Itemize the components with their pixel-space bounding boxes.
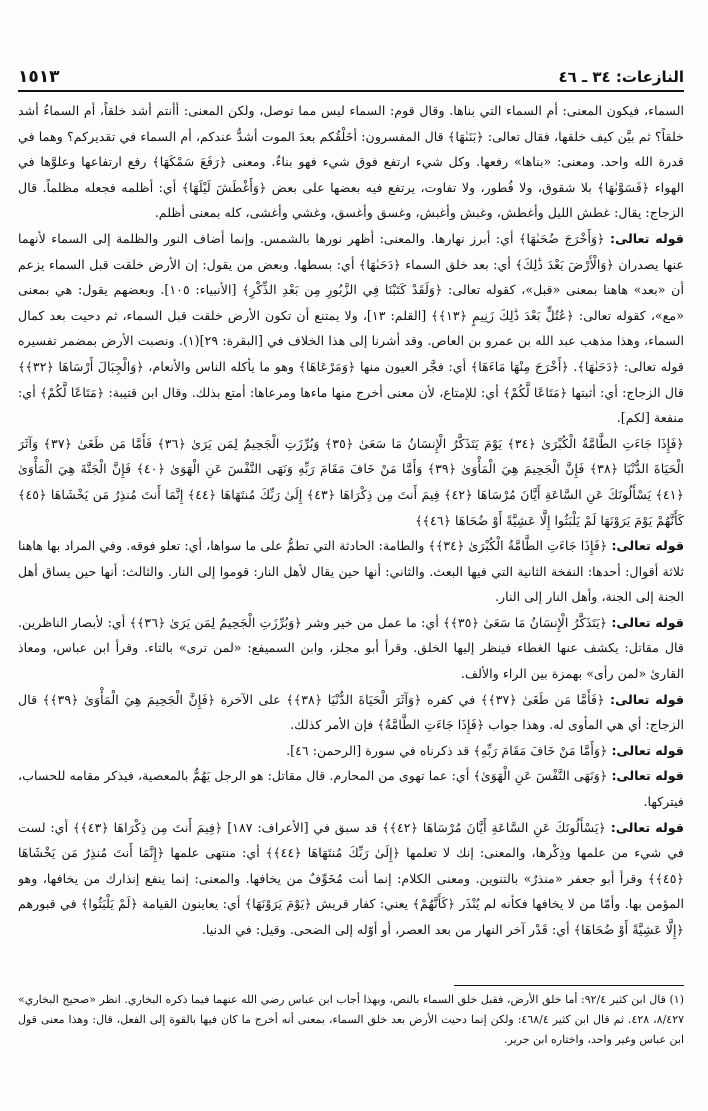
paragraph-text: ﴿فَإِذَا جَاءَتِ الطَّامَّةُ الْكُبْرَىٰ ﴿٣٤﴾﴾ والطامة: الحادثة التي تطمُّ على ما سواها، أي: تعلو فوقه. وفي المراد بها هاهنا ثلاثة أقوال: أحدها: النفخة الثانية التي فيها البعث. والثاني: أنها حين يقال لأهل النار: قوموا إلى النار. والثالث: أنها حين يساق أهل الجنة إلى الجنة، وأهل النار إلى النار. <box>18 538 684 605</box>
verse-label: قوله تعالى: <box>611 538 684 554</box>
footnote: (١) قال ابن كثير ٩٢/٤: أما خلق الأرض، فقبل خلق السماء بالنص، وبهذا أجاب ابن عباس رضي الله عنهما فيما ذكره البخاري. انظر «صحيح البخاري» ٨/٤٢٧، ٤٢٨. ثم قال ابن كثير ٤٦٨/٤: ولكن إنما دحيت الأرض بعد خلق السماء، بمعنى أنه أخرج ما كان فيها بالقوة إلى الفعل، قال: وهذا معنى قول ابن عباس وغير واحد، واختاره ابن جرير. <box>18 993 685 1046</box>
paragraph-dahaha <box>18 226 684 431</box>
verse-label: قوله تعالى: <box>610 230 684 246</box>
verse-label: قوله تعالى: <box>610 691 684 707</box>
verse-label: قوله تعالى: <box>610 819 684 835</box>
paragraph-intro: السماء، فيكون المعنى: أم السماء التي بناها. وقال قوم: السماء ليس مما توصل، ولكن المعنى: أأنتم أشد خلقاً، أم السماءُ أشد خلقاً؟ ثم بيَّن كيف خلقها، فقال تعالى: ﴿بَنَىٰهَا﴾ قال المفسرون: أخَلْقُكم بعدَ الموت أشدُّ عندكم، أم السماء في تقديركم؟ وهما في قدرة الله واحد. ومعنى: «بناها» رفعها. وكل شيء ارتفع فوق شيء فهو بناءٌ. ومعنى ﴿رَفَعَ سَمْكَهَا﴾ رفع ارتفاعها وعلوَّها في الهواء ﴿فَسَوَّىٰهَا﴾ بلا شقوق، ولا فُطور، ولا تفاوت، يرتفع فيه بعضها على بعض ﴿وَأَغْطَشَ لَيْلَهَا﴾ أي: أظلمه فجعله مظلماً. قال الزجاج: يقال: غطش الليل وأغطش، وغبش وأغبش، وغسق وأغسق، وغشي وأغشى، كله بمعنى أظلم. <box>18 103 684 221</box>
paragraph-text: ﴿وَأَمَّا مَنْ خَافَ مَقَامَ رَبِّهِ﴾ قد ذكرناه في سورة [الرحمن: ٤٦]. <box>286 742 612 758</box>
running-header <box>18 60 684 92</box>
surah-verse-range: النازعات: ٣٤ ـ ٤٦ <box>558 68 684 86</box>
paragraph-text: ﴿وَنَهَى النَّفْسَ عَنِ الْهَوَىٰ﴾ أي: عما تهوى من المحارم. قال مقاتل: هو الرجل يَهُمُّ بالمعصية، فيذكر مقامه للحساب، فيتركها. <box>18 768 684 810</box>
footnote-divider <box>454 985 684 986</box>
verse-label: قوله تعالى: <box>611 742 684 758</box>
paragraph-text: ﴿فَأَمَّا مَن طَغَىٰ ﴿٣٧﴾﴾ في كفره ﴿وَآثَرَ الْحَيَاةَ الدُّنْيَا ﴿٣٨﴾﴾ على الآخرة ﴿فَإِنَّ الْجَحِيمَ هِيَ الْمَأْوَىٰ ﴿٣٩﴾﴾ قال الزجاج: أي هي المأوى له. وهذا جواب ﴿فَإِذَا جَاءَتِ الطَّامَّةُ﴾ فإن الأمر كذلك. <box>18 691 684 733</box>
paragraph-maqam <box>18 738 684 764</box>
paragraph-yatadhakkar <box>18 610 684 687</box>
paragraph-text: ﴿يَسْأَلُونَكَ عَنِ السَّاعَةِ أَيَّانَ مُرْسَاهَا ﴿٤٢﴾﴾ قد سبق في [الأعراف: ١٨٧] ﴿فِيمَ أَنتَ مِن ذِكْرَاهَا ﴿٤٣﴾﴾ أي: لست في شيء من علمها وذِكْرها، والمعنى: إنك لا تعلمها ﴿إِلَىٰ رَبِّكَ مُنتَهَاهَا ﴿٤٤﴾﴾ أي: منتهى علمها ﴿إِنَّمَا أَنتَ مُنذِرُ مَن يَخْشَاهَا ﴿٤٥﴾﴾ وقرأ أبو جعفر «منذرٌ» بالتنوين. ومعنى الكلام: إنما أنت مُخَوِّفٌ من يخافها. والمعنى: إنما ينفع إنذارك من يخافها، وهو المؤمن بها. وأمّا من لا يخافها فكأنه لم يُنْذَر ﴿كَأَنَّهُمْ﴾ يعني: كفار قريش ﴿يَوْمَ يَرَوْنَهَا﴾ أي: يعاينون القيامة ﴿لَمْ يَلْبَثُوا﴾ في قبورهم ﴿إِلَّا عَشِيَّةً أَوْ ضُحَاهَا﴾ أي: قَدْر آخر النهار من بعد العصر، أو أوّله إلى الضحى. وقيل: في الدنيا. <box>18 819 684 937</box>
verse-label: قوله تعالى: <box>611 768 684 784</box>
main-text <box>18 98 684 978</box>
paragraph-text: ﴿يَتَذَكَّرُ الْإِنسَانُ مَا سَعَىٰ ﴿٣٥﴾﴾ أي: ما عمل من خير وشر ﴿وَبُرِّزَتِ الْجَحِيمُ لِمَن يَرَىٰ ﴿٣٦﴾﴾ أي: لأبصار الناظرين. قال مقاتل: يكشف عنها الغطاء فينظر إليها الخلق. وقرأ أبو مجلز، وابن السميفع: «لمن ترى» بالتاء. وقرأ ابن عباس، ومعاذ القارئ «لمن رأى» بهمزة بين الراء والألف. <box>18 614 684 682</box>
paragraph-nahaa <box>18 763 684 814</box>
paragraph-tamma <box>18 533 684 610</box>
quran-verses-block: ﴿فَإِذَا جَاءَتِ الطَّامَّةُ الْكُبْرَىٰ ﴿٣٤﴾ يَوْمَ يَتَذَكَّرُ الْإِنسَانُ مَا سَعَىٰ ﴿٣٥﴾ وَبُرِّزَتِ الْجَحِيمُ لِمَن يَرَىٰ ﴿٣٦﴾ فَأَمَّا مَن طَغَىٰ ﴿٣٧﴾ وَآثَرَ الْحَيَاةَ الدُّنْيَا ﴿٣٨﴾ فَإِنَّ الْجَحِيمَ هِيَ الْمَأْوَىٰ ﴿٣٩﴾ وَأَمَّا مَنْ خَافَ مَقَامَ رَبِّهِ وَنَهَى النَّفْسَ عَنِ الْهَوَىٰ ﴿٤٠﴾ فَإِنَّ الْجَنَّةَ هِيَ الْمَأْوَىٰ ﴿٤١﴾ يَسْأَلُونَكَ عَنِ السَّاعَةِ أَيَّانَ مُرْسَاهَا ﴿٤٢﴾ فِيمَ أَنتَ مِن ذِكْرَاهَا ﴿٤٣﴾ إِلَىٰ رَبِّكَ مُنتَهَاهَا ﴿٤٤﴾ إِنَّمَا أَنتَ مُنذِرُ مَن يَخْشَاهَا ﴿٤٥﴾ كَأَنَّهُمْ يَوْمَ يَرَوْنَهَا لَمْ يَلْبَثُوا إِلَّا عَشِيَّةً أَوْ ضُحَاهَا ﴿٤٦﴾﴾ <box>18 435 684 528</box>
verse-label: قوله تعالى: <box>611 614 684 630</box>
paragraph-text: ﴿وَأَخْرَجَ ضُحَىٰهَا﴾ أي: أبرز نهارها. والمعنى: أظهر نورها بالشمس. وإنما أضاف النور والظلمة إلى السماء لأنهما عنها يصدران ﴿وَالْأَرْضَ بَعْدَ ذَٰلِكَ﴾ أي: بعد خلق السماء ﴿دَحَىٰهَا﴾ أي: بسطها. وبعض من يقول: إن الأرض خلقت قبل السماء يزعم أن «بعد» هاهنا بمعنى «قبل»، كقوله تعالى: ﴿وَلَقَدْ كَتَبْنَا فِي الزَّبُورِ مِن بَعْدِ الذِّكْرِ﴾ [الأنبياء: ١٠٥]. وبعضهم يقول: هي بمعنى «مع»، كقوله تعالى: ﴿عُتُلٍّ بَعْدَ ذَٰلِكَ زَنِيمٍ ﴿١٣﴾﴾ [القلم: ١٣]، ولا يمتنع أن تكون الأرض خلقت قبل السماء، ثم دحيت بعد كمال السماء، وهذا مذهب عبد الله بن عمرو بن العاص. وقد أشرنا إلى هذا الخلاف في [البقرة: ٢٩](١). ونصبت الأرض بمضمر تفسيره قوله تعالى: ﴿دَحَىٰهَا﴾. ﴿أَخْرَجَ مِنْهَا مَاءَهَا﴾ أي: فجَّر العيون منها ﴿وَمَرْعَاهَا﴾ وهو ما يأكله الناس والأنعام، ﴿وَالْجِبَالَ أَرْسَاهَا ﴿٣٢﴾﴾ قال الزجاج: أي: أثبتها ﴿مَتَاعًا لَّكُمْ﴾ أي: للإمتاع، لأن معنى أخرج منها ماءها ومرعاها: أمتع بذلك. وقال ابن قتيبة: ﴿مَتَاعًا لَّكُمْ﴾ أي: منفعة [لكم]. <box>18 230 684 426</box>
paragraph-tagha <box>18 687 684 738</box>
page-number: ١٥١٣ <box>18 67 60 87</box>
paragraph-saah <box>18 815 684 943</box>
